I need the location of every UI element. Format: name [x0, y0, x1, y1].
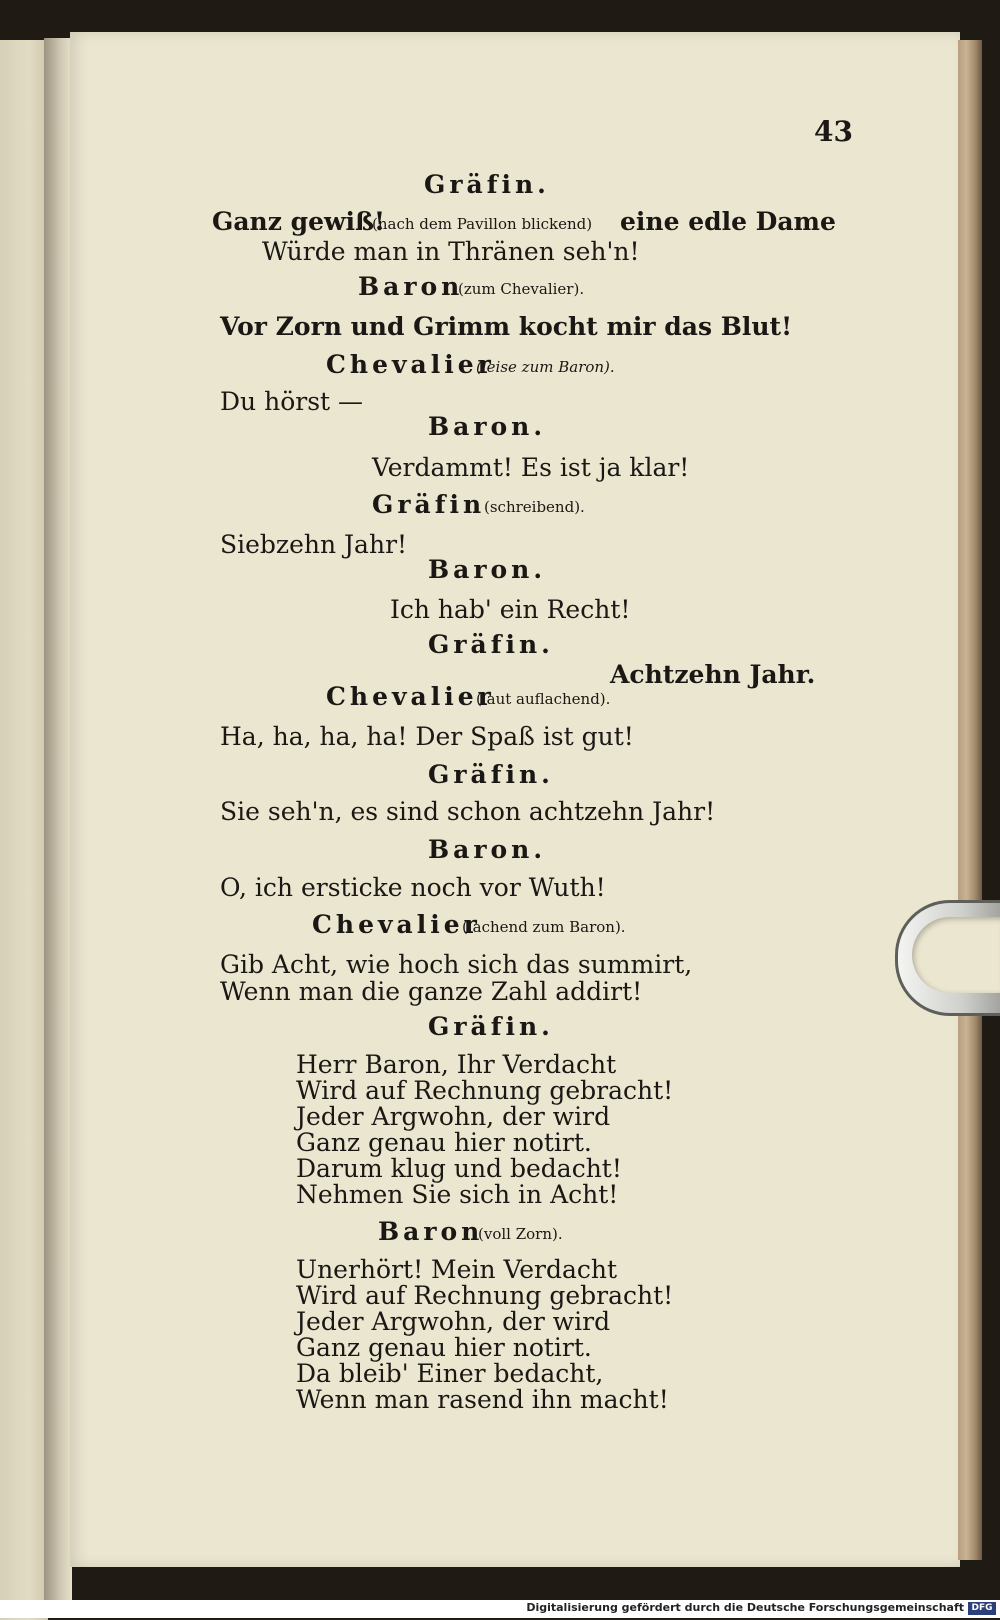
verse-line: Würde man in Thränen seh'n!	[262, 237, 640, 266]
verse-line: Achtzehn Jahr.	[610, 660, 816, 689]
verse-line: Gib Acht, wie hoch sich das summirt,	[220, 950, 693, 979]
verse-line: Da bleib' Einer bedacht,	[296, 1359, 604, 1388]
verse-line: Wenn man rasend ihn macht!	[296, 1385, 669, 1414]
speaker-label: Gräfin.	[428, 1012, 554, 1041]
stage-direction: (schreibend).	[484, 498, 585, 516]
speaker-label: Gräfin.	[424, 170, 550, 199]
verse-line: Darum klug und bedacht!	[296, 1154, 622, 1183]
verse-line: eine edle Dame	[620, 207, 836, 236]
speaker-label: Baron.	[428, 835, 547, 864]
verse-line: Jeder Argwohn, der wird	[296, 1102, 611, 1131]
verse-line: Ganz gewiß!	[212, 207, 385, 236]
stage-direction: (lachend zum Baron).	[462, 918, 626, 936]
verse-line: Unerhört! Mein Verdacht	[296, 1255, 618, 1284]
page-clip	[895, 900, 1000, 1016]
stage-direction: (zum Chevalier).	[458, 280, 585, 298]
verse-line: Ganz genau hier notirt.	[296, 1128, 592, 1157]
speaker-label: Chevalier	[326, 350, 495, 379]
stage-direction: (laut auflachend).	[476, 690, 611, 708]
verse-line: Vor Zorn und Grimm kocht mir das Blut!	[220, 312, 793, 341]
previous-page-edge	[0, 40, 48, 1620]
verse-line: Wenn man die ganze Zahl addirt!	[220, 977, 643, 1006]
stage-direction: (nach dem Pavillon blickend)	[372, 215, 593, 233]
digitization-credit: Digitalisierung gefördert durch die Deutsche Forschungsgemeinschaft	[526, 1601, 964, 1614]
verse-line: Sie seh'n, es sind schon achtzehn Jahr!	[220, 797, 716, 826]
verse-line: Du hörst —	[220, 387, 364, 416]
page-number: 43	[814, 115, 853, 148]
verse-line: O, ich ersticke noch vor Wuth!	[220, 873, 606, 902]
verse-line: Ganz genau hier notirt.	[296, 1333, 592, 1362]
verse-line: Wird auf Rechnung gebracht!	[296, 1281, 674, 1310]
verse-line: Herr Baron, Ihr Verdacht	[296, 1050, 617, 1079]
speaker-label: Baron.	[428, 412, 547, 441]
speaker-label: Gräfin.	[428, 760, 554, 789]
verse-line: Ich hab' ein Recht!	[390, 595, 631, 624]
speaker-label: Chevalier	[312, 910, 481, 939]
speaker-label: Chevalier	[326, 682, 495, 711]
speaker-label: Baron	[378, 1217, 484, 1246]
dfg-logo: DFG	[968, 1602, 996, 1615]
stage-direction: (leise zum Baron).	[476, 358, 615, 376]
verse-line: Wird auf Rechnung gebracht!	[296, 1076, 674, 1105]
verse-line: Siebzehn Jahr!	[220, 530, 408, 559]
speaker-label: Gräfin.	[428, 630, 554, 659]
speaker-label: Gräfin	[372, 490, 486, 519]
verse-line: Nehmen Sie sich in Acht!	[296, 1180, 619, 1209]
verse-line: Verdammt! Es ist ja klar!	[372, 453, 690, 482]
speaker-label: Baron.	[428, 555, 547, 584]
book-gutter	[44, 38, 72, 1618]
verse-line: Jeder Argwohn, der wird	[296, 1307, 611, 1336]
speaker-label: Baron	[358, 272, 464, 301]
verse-line: Ha, ha, ha, ha! Der Spaß ist gut!	[220, 722, 634, 751]
page-stack-edge	[958, 40, 982, 1560]
stage-direction: (voll Zorn).	[478, 1225, 563, 1243]
